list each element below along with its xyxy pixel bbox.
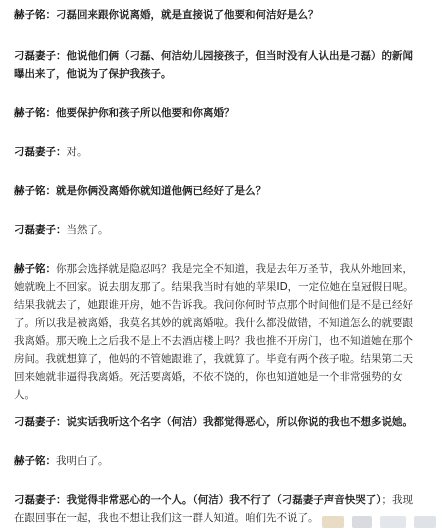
paragraph-7 [14,260,416,404]
paragraph-text: 刁磊回来跟你说离婚，就是直接说了他要和何洁好是么？ [56,9,319,21]
paragraph-4 [14,143,416,161]
paragraph-text: 我觉得非常恶心的一个人。（何洁）我不行了（刁磊妻子声音快哭了） [66,494,382,506]
speaker-label: 刁磊妻子： [14,146,67,158]
paragraph-text: 说实话我听这个名字（何洁）我都觉得恶心，所以你说的我也不想多说她。 [66,416,413,428]
paragraph-text: 对。 [66,146,88,158]
speaker-label: 赫子铭： [14,263,56,275]
speaker-label: 赫子铭： [14,455,56,467]
speaker-label: 赫子铭： [14,185,56,197]
paragraph-2 [14,47,416,83]
paragraph-text: 他说他们俩（刁磊、何洁幼儿园接孩子，但当时没有人认出是刁磊）的新闻曝出来了，他说为了保护我孩子。 [14,50,413,80]
speaker-label: 刁磊妻子： [14,50,67,62]
paragraph-6 [14,221,416,239]
paragraph-text: 当然了。 [66,224,109,236]
paragraph-8 [14,413,416,431]
paragraph-1 [14,6,416,24]
blurred-overlay [322,512,440,531]
paragraph-5 [14,182,416,200]
speaker-label: 刁磊妻子： [14,224,67,236]
speaker-label: 刁磊妻子： [14,416,67,428]
speaker-label: 刁磊妻子： [14,494,67,506]
paragraph-text: 就是你俩没离婚你就知道他俩已经好了是么？ [56,185,266,197]
paragraph-text: 我明白了。 [56,455,109,467]
paragraph-text: 他要保护你和孩子所以他要和你离婚？ [56,107,235,119]
paragraph-9 [14,452,416,470]
paragraph-3 [14,104,416,122]
speaker-label: 赫子铭： [14,9,56,21]
speaker-label: 赫子铭： [14,107,56,119]
paragraph-text: 你那会选择就是隐忍吗？我是完全不知道，我是去年万圣节，我从外地回来，她就晚上不回家。说去朋友那了。结果我当时有她的苹果ID，一定位她在皇冠假日呢。结果我就去了，她跟谁开房，她不告诉我。我问你何时节点那个时间他们是不是已经好了。所以我是被离婚，我莫名其妙的就离婚啦。我什么都没做错，不知道怎么的就要跟我离婚。那天晚上之后我不是上不去酒店楼上吗？我也推不开房门，也不知道她在那个房间。我就想算了，他妈的不管她跟谁了，我就算了。毕竟有两个孩子啦。结果第二天回来她就非逼得我离婚。死活要离婚，不依不饶的，你也知道她是一个非常强势的女人。 [14,263,414,401]
paragraph-tail-text: ；我现在跟回事在一起，我也不想让我们这一群人知道。咱们先不说了。 [14,494,413,524]
